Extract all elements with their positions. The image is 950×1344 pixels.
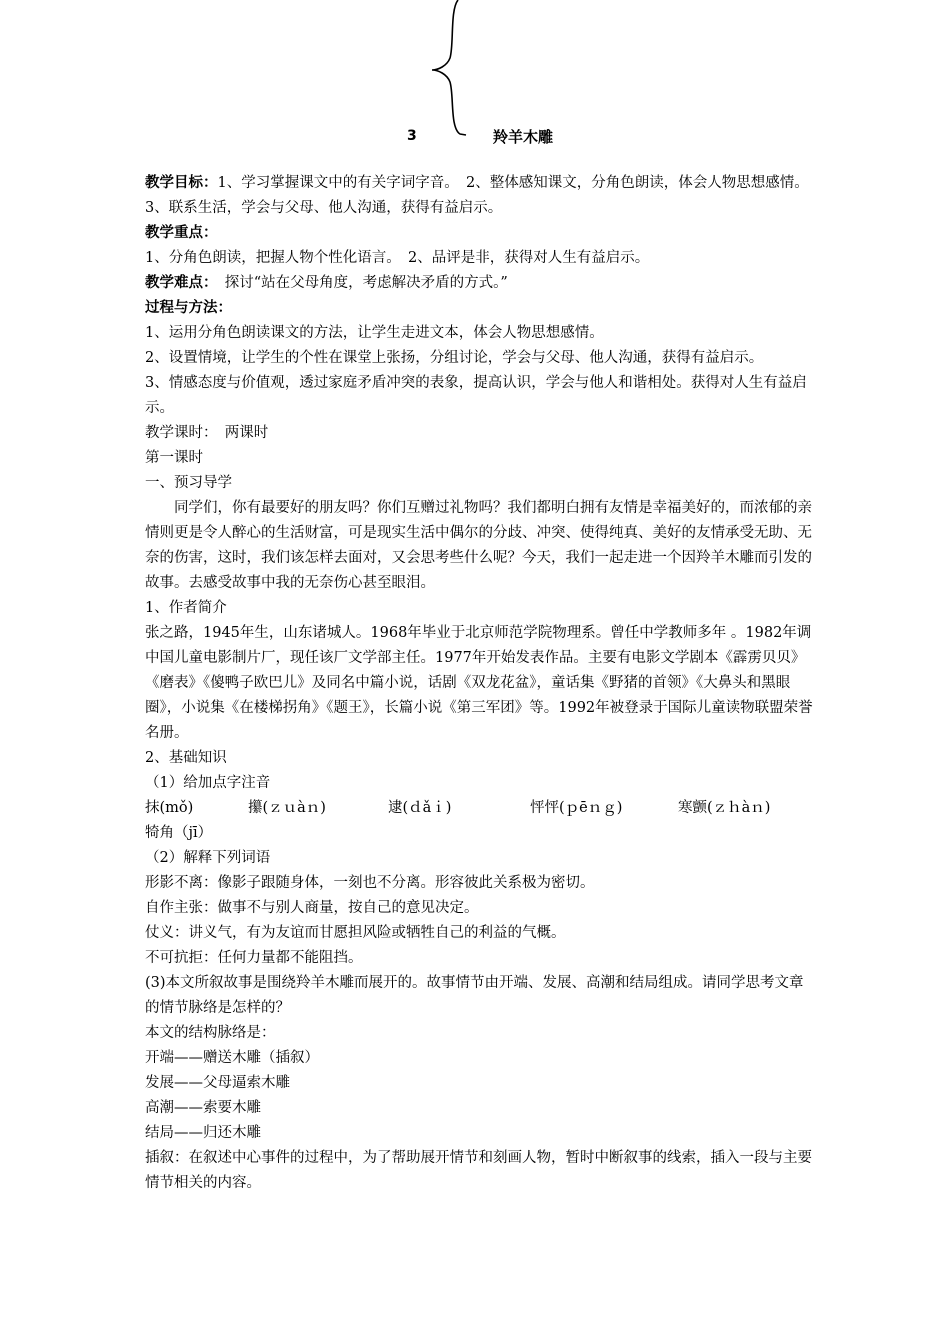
focus-label: 教学重点： (145, 225, 218, 241)
intro-paragraph: 同学们，你有最要好的朋友吗？你们互赠过礼物吗？我们都明白拥有友情是幸福美好的，而浓郁的亲情则更是令人醉心的生活财富，可是现实生活中偶尔的分歧、冲突、使得纯真、美好的友情承受无助、无奈的伤害，这时，我们该怎样去面对，又会思考些什么呢？今天，我们一起走进一个因羚羊木雕而引发的故事。去感受故事中我的无奈伤心甚至眼泪。 (145, 500, 812, 591)
hours-line: 教学课时： 两课时 (145, 425, 269, 441)
word-definition: 不可抗拒：任何力量都不能阻挡。 (145, 950, 363, 966)
process-item: 2、设置情境，让学生的个性在课堂上张扬，分组讨论，学会与父母、他人沟通，获得有益启示。 (145, 350, 764, 366)
pinyin-row (145, 796, 813, 821)
process-item: 1、运用分角色朗读课文的方法，让学生走进文本，体会人物思想感情。 (145, 325, 604, 341)
structure-heading: 本文的结构脉络是： (145, 1025, 276, 1041)
structure-item: 高潮——索要木雕 (145, 1100, 261, 1116)
difficulty-label: 教学难点： (145, 275, 211, 291)
structure-item: 发展——父母逼索木雕 (145, 1075, 290, 1091)
words-subheading: （2）解释下列词语 (145, 850, 271, 866)
author-heading: 1、作者简介 (145, 600, 227, 616)
basics-heading: 2、基础知识 (145, 750, 227, 766)
difficulty-paragraph (145, 271, 813, 296)
pinyin-item: 寒颤(ｚｈàｎ) (678, 800, 771, 816)
author-text: 张之路，1945年生，山东诸城人。1968年毕业于北京师范学院物理系。曾任中学教师多年 。1982年调中国儿童电影制片厂，现任该厂文学部主任。1977年开始发表作品。主要有电影文学剧本《霹雳贝贝》《磨表》《傻鸭子欧巴儿》及同名中篇小说，话剧《双龙花盆》，童话集《野猪的首领》《大鼻头和黑眼圈》，小说集《在楼梯拐角》《题王》，长篇小说《第三军团》等。1992年被登录于国际儿童读物联盟荣誉名册。 (145, 625, 813, 741)
process-item: 3、情感态度与价值观，透过家庭矛盾冲突的表象，提高认识，学会与他人和谐相处。获得对人生有益启示。 (145, 375, 807, 416)
structure-item: 结局——归还木雕 (145, 1125, 261, 1141)
difficulty-text: 探讨“站在父母角度，考虑解决矛盾的方式。” (210, 275, 508, 291)
word-definition: 自作主张：做事不与别人商量，按自己的意见决定。 (145, 900, 479, 916)
structure-question: (3)本文所叙故事是围绕羚羊木雕而展开的。故事情节由开端、发展、高潮和结局组成。请同学思考文章的情节脉络是怎样的？ (145, 975, 804, 1016)
page-title: 羚羊木雕 (493, 128, 554, 146)
pinyin-item: 攥(ｚｕàｎ) (248, 800, 326, 816)
pinyin-item: 怦怦(ｐēｎｇ) (530, 800, 623, 816)
lesson-number: 3 (407, 128, 417, 144)
pinyin-subheading: （1）给加点字注音 (145, 775, 271, 791)
flashback-definition: 插叙：在叙述中心事件的过程中，为了帮助展开情节和刻画人物，暂时中断叙事的线索，插入一段与主要情节相关的内容。 (145, 1150, 812, 1191)
brace-symbol (420, 0, 500, 140)
focus-text: 1、分角色朗读，把握人物个性化语言。 2、品评是非，获得对人生有益启示。 (145, 250, 650, 266)
word-definition: 形影不离：像影子跟随身体，一刻也不分离。形容彼此关系极为密切。 (145, 875, 595, 891)
section-heading: 一、预习导学 (145, 475, 232, 491)
structure-item: 开端——赠送木雕（插叙） (145, 1050, 319, 1066)
lesson-line: 第一课时 (145, 450, 203, 466)
goals-line2: 3、联系生活，学会与父母、他人沟通，获得有益启示。 (145, 200, 503, 216)
pinyin-item: 犄角（jī） (145, 825, 213, 841)
document-body (145, 171, 813, 1196)
pinyin-item: 逮(ｄǎｉ) (388, 800, 452, 816)
word-definition: 仗义：讲义气，有为友谊而甘愿担风险或牺牲自己的利益的气概。 (145, 925, 566, 941)
process-label: 过程与方法： (145, 300, 232, 316)
goals-paragraph (145, 171, 813, 196)
pinyin-item: 抹(mǒ) (145, 800, 194, 816)
goals-line1: 1、学习掌握课文中的有关字词字音。 2、整体感知课文，分角色朗读，体会人物思想感情。 (217, 175, 809, 191)
goals-label: 教学目标： (145, 175, 218, 191)
